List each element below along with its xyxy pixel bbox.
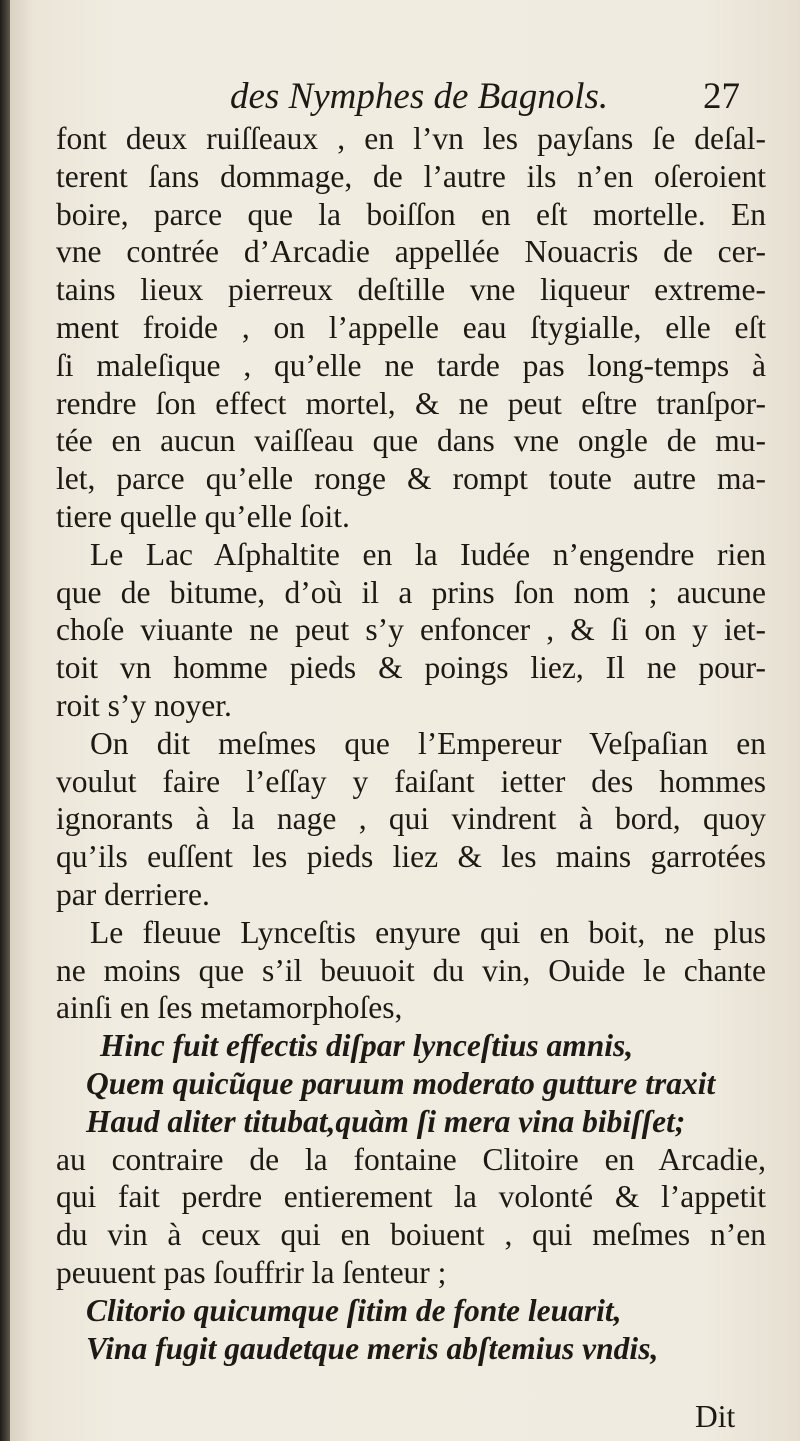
text-line: rendre ſon effect mortel, & ne peut eſtre tranſpor- [56,385,766,421]
paragraph-first-line: Le Lac Aſphaltite en la Iudée n’engendre rien [90,536,766,572]
text-line: ignorants à la nage , qui vindrent à bord, quoy [56,801,766,837]
text-line: boire, parce que la boiſſon en eſt mortelle. En [56,196,766,232]
verse-line: Clitorio quicumque ſitim de fonte leuarit, [86,1292,622,1328]
text-line: par derriere. [56,876,210,912]
text-line: font deux ruiſſeaux , en l’vn les payſans ſe deſal- [56,121,766,156]
verse-line: Vina fugit gaudetque meris abſtemius vndis, [86,1330,659,1366]
text-line: du vin à ceux qui en boiuent , qui meſmes n’en [56,1217,766,1253]
text-line: qu’ils euſſent les pieds liez & les mains garrotées [56,839,766,875]
paragraph-first-line: On dit meſmes que l’Empereur Veſpaſian en [90,725,766,761]
text-line: tée en aucun vaiſſeau que dans vne ongle de mu- [56,423,766,459]
text-line: ainſi en ſes metamorphoſes, [56,990,403,1026]
text-line: ment froide , on l’appelle eau ſtygialle, elle eſt [56,309,766,345]
running-header [230,74,740,120]
text-line: au contraire de la fontaine Clitoire en Arcadie, [56,1141,766,1177]
page-number: 27 [703,76,740,117]
text-line: voulut faire l’eſſay y faiſant ietter des hommes [56,763,766,799]
text-line: ne moins que s’il beuuoit du vin, Ouide le chante [56,952,766,988]
verse-line: Hinc fuit effectis diſpar lynceſtius amnis, [100,1028,634,1064]
catchword: Dit [695,1399,736,1434]
running-title: des Nymphes de Bagnols. [230,76,609,117]
text-line: peuuent pas ſouffrir la ſenteur ; [56,1254,447,1290]
text-line: tains lieux pierreux deſtille vne liqueur extreme- [56,272,766,308]
body-text [56,120,766,1367]
text-line: ſi maleſique , qu’elle ne tarde pas long-temps à [56,347,766,383]
text-line: choſe viuante ne peut s’y enfoncer , & ſi on y iet- [56,612,766,648]
text-line: vne contrée d’Arcadie appellée Nouacris de cer- [56,234,766,270]
text-line: que de bitume, d’où il a prins ſon nom ; aucune [56,574,766,610]
text-line: let, parce qu’elle ronge & rompt toute autre ma- [56,461,766,497]
text-line: tiere quelle qu’elle ſoit. [56,498,350,534]
text-line: roit s’y noyer. [56,687,232,723]
text-line: toit vn homme pieds & poings liez, Il ne pour- [56,650,766,686]
text-line: terent ſans dommage, de l’autre ils n’en oſeroient [56,158,766,194]
page-gutter-shadow [0,0,10,1441]
paragraph-first-line: Le fleuue Lynceſtis enyure qui en boit, ne plus [90,914,766,950]
verse-line: Haud aliter titubat,quàm ſi mera vina bibiſſet; [86,1103,686,1139]
verse-line: Quem quicũque paruum moderato gutture traxit [86,1065,716,1101]
text-line: qui fait perdre entierement la volonté & l’appetit [56,1179,766,1215]
